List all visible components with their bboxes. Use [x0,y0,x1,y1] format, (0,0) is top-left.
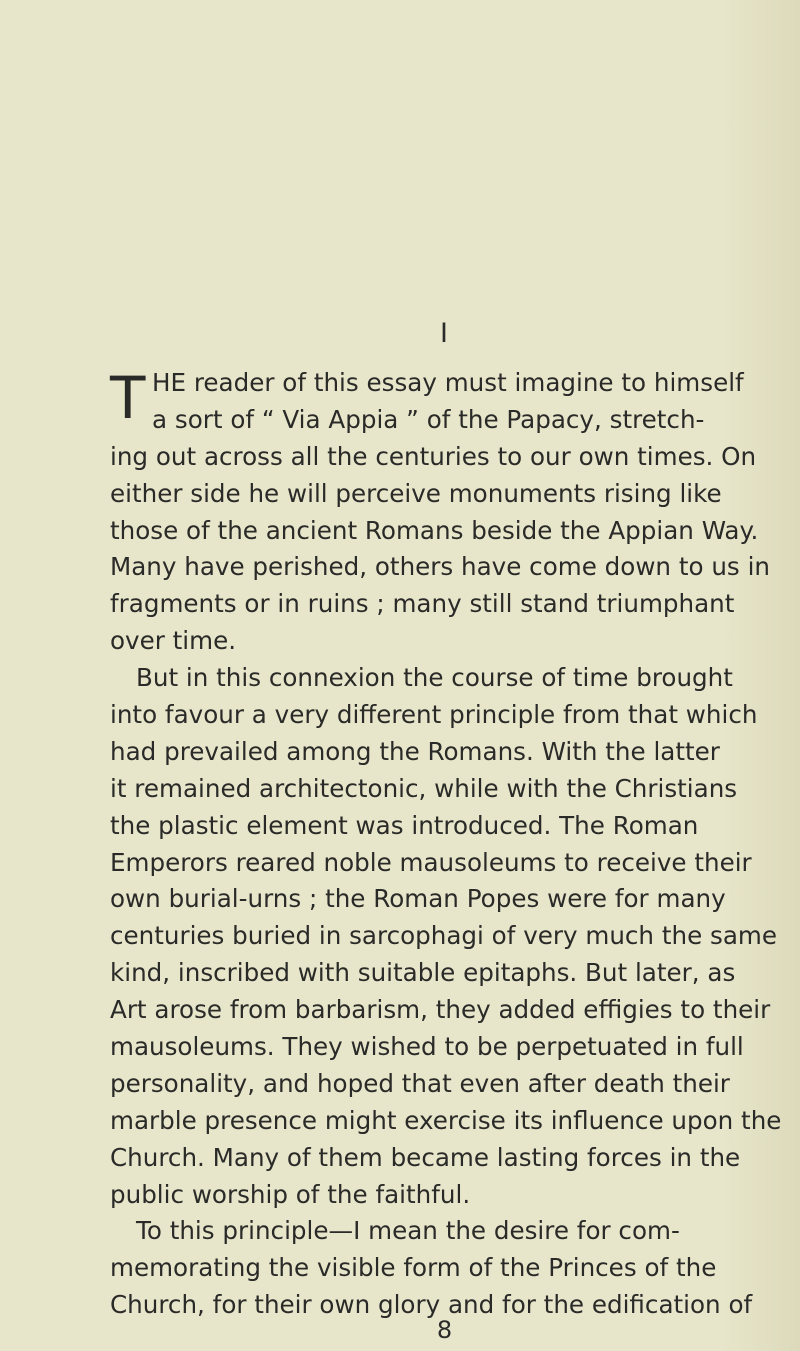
paragraph-3 [110,1213,800,1324]
text-line: Emperors reared noble mausoleums to receive their [110,847,752,877]
text-line: those of the ancient Romans beside the Appian Way. [110,515,759,545]
text-line: HE reader of this essay must imagine to himself [152,368,744,397]
text-line: personality, and hoped that even after death their [110,1068,730,1098]
text-line: Many have perished, others have come down to us in [110,552,770,582]
text-line: had prevailed among the Romans. With the latter [110,736,720,766]
text-line: fragments or in ruins ; many still stand triumphant [110,589,735,619]
text-line: into favour a very different principle from that which [110,700,758,730]
text-line: either side he will perceive monuments rising like [110,478,722,508]
text-line: ing out across all the centuries to our own times. On [110,441,757,471]
drop-cap: T [110,364,146,432]
text-line: But in this connexion the course of time brought [136,663,733,693]
text-line: a sort of “ Via Appia ” of the Papacy, stretch- [152,404,705,434]
text-line: public worship of the faithful. [110,1179,471,1209]
paragraph-2 [110,660,800,1213]
paragraph-1 [110,365,800,660]
text-line: mausoleums. They wished to be perpetuated in full [110,1032,744,1062]
text-line: own burial-urns ; the Roman Popes were for many [110,884,726,914]
text-line: the plastic element was introduced. The Roman [110,810,699,840]
text-line: To this principle—I mean the desire for com- [136,1216,680,1246]
page-number: 8 [436,1316,453,1344]
text-line: Church, for their own glory and for the edification of [110,1290,753,1320]
text-line: Church. Many of them became lasting forces in the [110,1142,741,1172]
text-line: Art arose from barbarism, they added effigies to their [110,995,771,1025]
body-text [110,365,800,1324]
text-line: marble presence might exercise its influence upon the [110,1105,782,1135]
chapter-number: I [440,318,449,349]
text-line: over time. [110,626,237,656]
text-line: memorating the visible form of the Princes of the [110,1253,717,1283]
text-line: it remained architectonic, while with the Christians [110,773,738,803]
text-line: kind, inscribed with suitable epitaphs. But later, as [110,958,736,988]
text-line: centuries buried in sarcophagi of very much the same [110,921,777,951]
